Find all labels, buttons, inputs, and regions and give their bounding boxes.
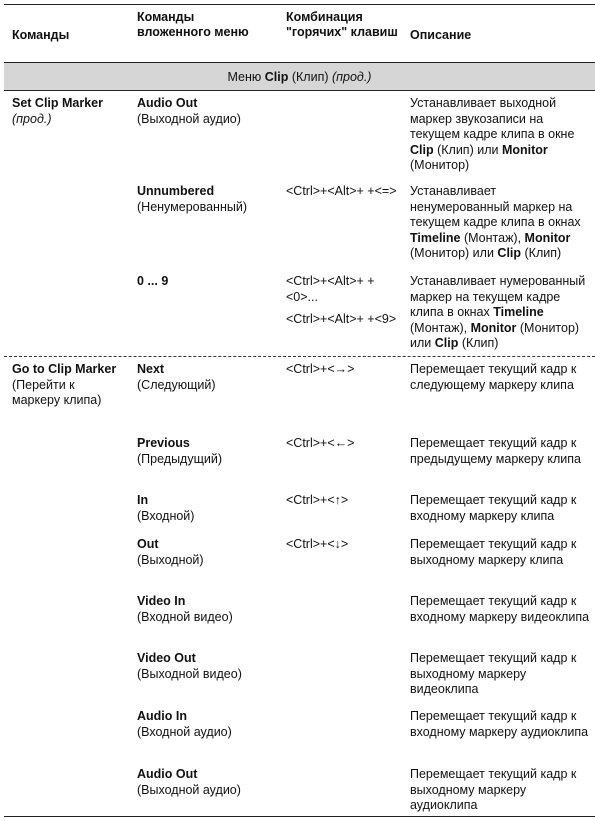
band-menu-name: Clip	[264, 69, 289, 84]
description-run: Устанавливает нумерованный маркер на текущем кадре клипа в окнах	[410, 274, 589, 319]
description-cell: Перемещает текущий кадр к выходному маркеру видеоклипа	[410, 651, 577, 696]
submenu-translation: (Предыдущий)	[137, 451, 223, 466]
group2-command-translation: (Перейти к маркеру клипа)	[12, 377, 102, 407]
description-run: (Клип)	[458, 336, 499, 350]
group2-command-name: Go to Clip Marker	[12, 362, 117, 376]
description-run: (Монтаж),	[410, 305, 548, 335]
hotkey-cell: <Ctrl>+<↑>	[286, 493, 349, 507]
submenu-cell	[137, 274, 275, 290]
description-cell: Перемещает текущий кадр к входному маркеру видеоклипа	[410, 594, 590, 624]
submenu-name: Next	[137, 362, 165, 376]
submenu-translation: (Входной видео)	[137, 609, 233, 624]
description-cell	[410, 96, 592, 174]
description-run: Устанавливает ненумерованный маркер на текущем кадре клипа в окнах	[410, 184, 585, 229]
hotkey-cell: <Ctrl>+<←>	[286, 436, 355, 450]
description-bold-run: Monitor	[524, 230, 571, 245]
submenu-translation: (Входной аудио)	[137, 724, 232, 739]
group2-command	[12, 362, 122, 409]
submenu-name: Previous	[137, 436, 190, 450]
description-bold-run: Clip	[434, 336, 459, 350]
submenu-cell	[137, 709, 275, 740]
description-cell: Перемещает текущий кадр к выходному маркеру клипа	[410, 537, 577, 567]
description-run: (Клип) или	[433, 142, 502, 157]
hotkey-cell: <Ctrl>+<↓>	[286, 537, 349, 551]
submenu-cell	[137, 767, 275, 798]
group1-command-name: Set Clip Marker	[12, 96, 104, 110]
submenu-cell	[137, 362, 275, 393]
header-hotkeys: Комбинация "горячих" клавиш	[286, 10, 398, 39]
submenu-translation: (Выходной аудио)	[137, 782, 241, 797]
submenu-cell	[137, 96, 275, 127]
description-run: Устанавливает выходной маркер звукозаписи на текущем кадре клипа в окне	[410, 96, 578, 141]
submenu-cell	[137, 651, 275, 682]
submenu-name: Out	[137, 537, 159, 551]
description-bold-run: Clip	[497, 246, 522, 260]
header-commands: Команды	[12, 28, 70, 42]
description-bold-run: Timeline	[410, 230, 461, 245]
submenu-translation: (Ненумерованный)	[137, 199, 247, 214]
description-cell: Перемещает текущий кадр к входному маркеру аудиоклипа	[410, 709, 589, 739]
hotkey-cell	[286, 184, 404, 200]
submenu-translation: (Входной)	[137, 508, 195, 523]
submenu-cell	[137, 493, 275, 524]
description-cell: Перемещает текущий кадр к следующему маркеру клипа	[410, 362, 577, 392]
description-run: (Клип)	[521, 246, 562, 260]
description-bold-run: Monitor	[470, 320, 517, 335]
submenu-name: Audio In	[137, 709, 187, 723]
submenu-cell	[137, 594, 275, 625]
submenu-name: 0 ... 9	[137, 274, 169, 288]
description-cell: Перемещает текущий кадр к предыдущему маркеру клипа	[410, 436, 581, 466]
description-bold-run: Monitor	[501, 142, 548, 157]
table-top-rule	[4, 4, 595, 5]
group1-command	[12, 96, 130, 127]
table-bottom-rule	[4, 816, 595, 817]
header-submenu-commands: Команды вложенного меню	[137, 10, 249, 39]
submenu-translation: (Следующий)	[137, 377, 216, 392]
description-cell	[410, 274, 592, 352]
description-bold-run: Timeline	[493, 305, 544, 319]
description-run: (Монитор) или	[410, 230, 574, 260]
band-menu-translation: (Клип)	[288, 69, 332, 84]
submenu-translation: (Выходной аудио)	[137, 111, 241, 126]
band-prefix: Меню	[227, 69, 265, 84]
description-run: (Монитор)	[410, 142, 552, 172]
submenu-name: Video In	[137, 594, 186, 608]
submenu-cell	[137, 436, 275, 467]
header-description: Описание	[410, 28, 472, 42]
hotkey-line: <Ctrl>+<Alt>+ +<9>	[286, 312, 397, 326]
description-run: (Монитор) или	[410, 320, 583, 350]
hotkey-line: <Ctrl>+<Alt>+ +<=>	[286, 184, 397, 198]
submenu-translation: (Выходной видео)	[137, 666, 242, 681]
submenu-name: Audio Out	[137, 767, 198, 781]
submenu-name: Unnumbered	[137, 184, 215, 198]
description-bold-run: Clip	[410, 142, 434, 157]
submenu-cell	[137, 184, 275, 215]
submenu-name: Video Out	[137, 651, 196, 665]
description-cell: Перемещает текущий кадр к выходному маркеру аудиоклипа	[410, 767, 577, 812]
group1-command-note: (прод.)	[12, 111, 52, 126]
group-separator	[4, 356, 595, 357]
submenu-name: In	[137, 493, 149, 507]
description-cell: Перемещает текущий кадр к входному маркеру клипа	[410, 493, 577, 523]
submenu-cell	[137, 537, 275, 568]
submenu-name: Audio Out	[137, 96, 198, 110]
band-continued: (прод.)	[331, 69, 372, 84]
description-run: (Монтаж),	[460, 230, 525, 245]
hotkey-cell: <Ctrl>+<→>	[286, 362, 355, 376]
menu-band	[4, 63, 595, 91]
submenu-translation: (Выходной)	[137, 552, 204, 567]
description-cell	[410, 184, 592, 262]
hotkey-line: <Ctrl>+<Alt>+ +<0>...	[286, 274, 375, 304]
hotkey-cell	[286, 274, 404, 328]
